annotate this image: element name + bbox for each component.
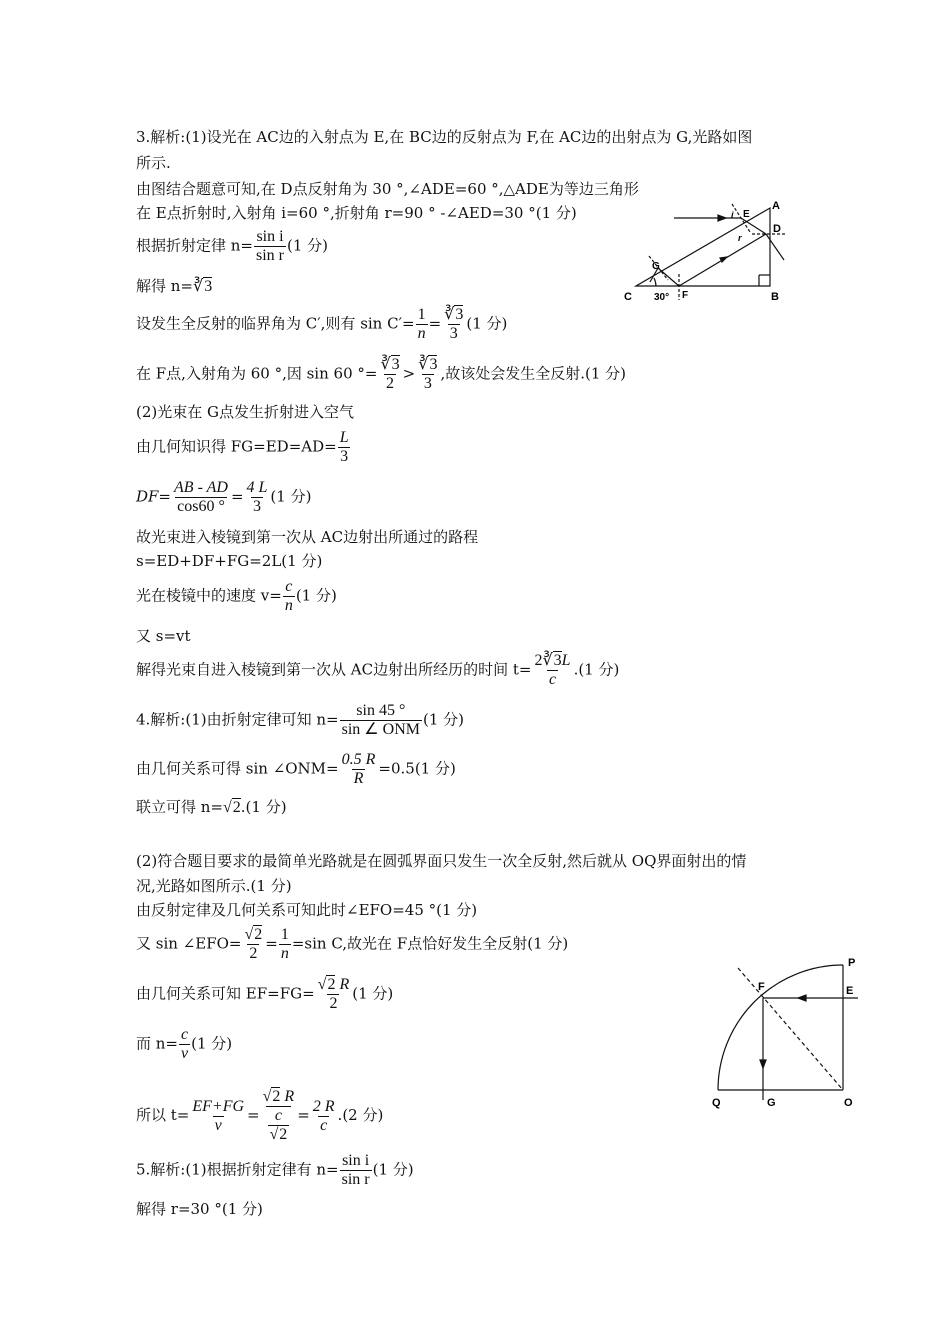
text: = bbox=[428, 314, 442, 333]
radicand: 2 bbox=[254, 926, 263, 943]
text: =sin C,故光在 F点恰好发生全反射(1 分) bbox=[291, 934, 569, 953]
label-F: F bbox=[758, 981, 765, 993]
variable: R bbox=[280, 1088, 295, 1105]
text: 由几何关系可知 EF=FG= bbox=[136, 984, 315, 1003]
denominator bbox=[266, 1106, 292, 1144]
radical: ∛3 bbox=[193, 278, 213, 295]
fraction bbox=[378, 356, 401, 393]
text: (1 分) bbox=[422, 710, 465, 729]
s4-line5: 况,光路如图所示.(1 分) bbox=[136, 877, 292, 895]
numerator: c bbox=[181, 1026, 189, 1043]
s4-line1 bbox=[136, 702, 464, 739]
text: 4.解析:(1)由折射定律可知 n= bbox=[136, 710, 339, 729]
s3-line5 bbox=[136, 228, 328, 265]
radicand: 2 bbox=[232, 799, 241, 816]
text: ,故该处会发生全反射.(1 分) bbox=[440, 364, 626, 383]
fraction bbox=[242, 926, 264, 963]
s5-line1 bbox=[136, 1152, 414, 1189]
s3-line15: 又 s=vt bbox=[136, 627, 191, 645]
label-F: F bbox=[682, 290, 689, 301]
numerator: c bbox=[285, 578, 293, 595]
denominator: c bbox=[548, 671, 557, 688]
s3-line6 bbox=[136, 277, 212, 296]
label-E: E bbox=[743, 209, 750, 220]
denominator: n bbox=[417, 325, 426, 342]
label-G: G bbox=[767, 1097, 776, 1109]
radicand: 3 bbox=[553, 652, 562, 669]
denominator: 3 bbox=[340, 448, 349, 465]
label-Q: Q bbox=[712, 1097, 721, 1109]
variable: R bbox=[335, 976, 350, 993]
text: .(2 分) bbox=[337, 1106, 384, 1124]
numerator: AB - AD bbox=[174, 479, 228, 496]
numerator: √2 R bbox=[262, 1088, 295, 1105]
fraction bbox=[179, 1026, 190, 1063]
numerator: 4 L bbox=[246, 479, 268, 496]
s5-line2: 解得 r=30 °(1 分) bbox=[136, 1200, 263, 1218]
s3-line1: 3.解析:(1)设光在 AC边的入射点为 E,在 BC边的反射点为 F,在 AC边的出射点为 G,光路如图 bbox=[136, 128, 753, 146]
numerator: L bbox=[339, 429, 349, 446]
text: > bbox=[402, 364, 416, 383]
fraction bbox=[172, 479, 230, 516]
label-G: G bbox=[652, 261, 660, 272]
text: 而 n= bbox=[136, 1034, 178, 1053]
s4-line4: (2)符合题目要求的最简单光路就是在圆弧界面只发生一次全反射,然后就从 OQ界面射出的情 bbox=[136, 852, 747, 870]
label-B: B bbox=[771, 291, 779, 303]
fraction bbox=[283, 578, 295, 615]
ray-d-out bbox=[766, 234, 784, 260]
ray-f-to-g bbox=[658, 268, 679, 286]
denominator: sin r bbox=[256, 247, 284, 264]
radicand: 3 bbox=[455, 306, 464, 323]
numerator: sin i bbox=[256, 228, 284, 245]
numerator: ∛3 bbox=[418, 356, 438, 373]
coefficient: 2 bbox=[534, 652, 543, 669]
label-i: i bbox=[731, 210, 734, 220]
numerator: sin i bbox=[342, 1152, 370, 1169]
s3-line9: (2)光束在 G点发生折射进入空气 bbox=[136, 403, 354, 421]
arc-boundary bbox=[718, 965, 843, 1090]
s3-line13: s=ED+DF+FG=2L(1 分) bbox=[136, 552, 323, 570]
text: = bbox=[297, 1106, 310, 1124]
s4-line8 bbox=[136, 976, 393, 1013]
text: (1 分) bbox=[287, 236, 329, 255]
fraction bbox=[442, 306, 465, 343]
fraction bbox=[416, 356, 439, 393]
label-r: r bbox=[738, 233, 742, 243]
variable: L bbox=[561, 652, 571, 669]
denominator: n bbox=[284, 597, 293, 614]
numerator: √2 R bbox=[317, 976, 350, 993]
denominator: 2 bbox=[249, 945, 258, 962]
radicand: 2 bbox=[272, 1088, 281, 1105]
text: = bbox=[230, 487, 244, 506]
denominator: R bbox=[353, 770, 364, 787]
text: (1 分) bbox=[352, 984, 394, 1003]
text: 5.解析:(1)根据折射定律有 n= bbox=[136, 1160, 339, 1179]
text: 设发生全反射的临界角为 C′,则有 sin C′= bbox=[136, 314, 415, 333]
fraction bbox=[190, 1098, 246, 1135]
angle-arc bbox=[654, 278, 656, 286]
s4-line6: 由反射定律及几何关系可知此时∠EFO=45 °(1 分) bbox=[136, 901, 478, 919]
text: (1 分) bbox=[372, 1160, 414, 1179]
numerator: ∛3 bbox=[444, 306, 464, 323]
fraction bbox=[340, 751, 378, 788]
text: (1 分) bbox=[466, 314, 508, 333]
fraction bbox=[316, 976, 352, 1013]
label-D: D bbox=[773, 223, 781, 235]
denominator: v bbox=[181, 1045, 189, 1062]
s3-line14 bbox=[136, 578, 337, 615]
text: 光在棱镜中的速度 v= bbox=[136, 586, 282, 605]
text: = bbox=[247, 1106, 260, 1124]
numerator: EF+FG bbox=[192, 1097, 245, 1115]
numerator: 0.5 R bbox=[341, 751, 376, 768]
s3-line10 bbox=[136, 429, 352, 466]
text: 由几何关系可得 sin ∠ONM= bbox=[136, 759, 339, 778]
text: 又 sin ∠EFO= bbox=[136, 934, 242, 953]
denominator: n bbox=[280, 945, 289, 962]
fraction bbox=[340, 1152, 372, 1189]
fraction bbox=[261, 1088, 297, 1144]
numerator: 1 bbox=[417, 306, 426, 323]
prism-triangle bbox=[636, 208, 770, 286]
label-angle: 30° bbox=[654, 292, 670, 303]
denominator: 3 bbox=[252, 498, 261, 515]
text: 所以 t= bbox=[136, 1106, 190, 1124]
s4-line7 bbox=[136, 926, 568, 963]
s3-line8 bbox=[136, 356, 626, 393]
s3-line12: 故光束进入棱镜到第一次从 AC边射出所通过的路程 bbox=[136, 528, 479, 546]
fraction bbox=[245, 479, 270, 516]
fraction bbox=[338, 429, 351, 466]
s4-line10 bbox=[136, 1088, 383, 1144]
radicand: 3 bbox=[391, 356, 400, 373]
denominator: sin ∠ ONM bbox=[341, 721, 420, 738]
label-E: E bbox=[846, 985, 854, 997]
denominator: 2 bbox=[329, 995, 338, 1012]
s4-line2 bbox=[136, 751, 456, 788]
prism-diagram bbox=[616, 196, 796, 308]
numerator: 1 bbox=[280, 926, 289, 943]
s4-line3 bbox=[136, 798, 287, 817]
text: .(1 分) bbox=[240, 798, 287, 816]
text: (1 分) bbox=[270, 487, 312, 506]
text: 解得 n= bbox=[136, 277, 193, 295]
label-A: A bbox=[772, 200, 780, 212]
radicand: 3 bbox=[429, 356, 438, 373]
text: (1 分) bbox=[295, 586, 337, 605]
denominator: cos60 ° bbox=[177, 498, 225, 515]
denominator: sin r bbox=[341, 1171, 370, 1188]
fraction bbox=[311, 1098, 337, 1135]
s3-line3: 由图结合题意可知,在 D点反射角为 30 °,∠ADE=60 °,△ADE为等边三角形 bbox=[136, 180, 639, 198]
denominator: √2 bbox=[269, 1126, 288, 1143]
text: 根据折射定律 n= bbox=[136, 236, 253, 255]
ray-e-to-d bbox=[741, 218, 766, 234]
s3-line11 bbox=[136, 479, 311, 516]
numerator: ∛3 bbox=[380, 356, 400, 373]
quarter-circle-diagram bbox=[708, 950, 868, 1112]
text: =0.5(1 分) bbox=[378, 759, 456, 778]
numerator: c bbox=[274, 1107, 282, 1124]
text: DF= bbox=[136, 487, 172, 506]
text: 由几何知识得 FG=ED=AD= bbox=[136, 437, 337, 456]
s3-line7 bbox=[136, 306, 507, 343]
denominator: v bbox=[214, 1116, 222, 1134]
numerator: sin 45 ° bbox=[356, 702, 406, 719]
radical: √2 bbox=[223, 799, 241, 816]
fraction bbox=[340, 702, 422, 739]
denominator: 2 bbox=[386, 375, 395, 392]
label-C: C bbox=[624, 291, 632, 303]
normal-line bbox=[738, 968, 843, 1090]
fraction bbox=[279, 926, 291, 963]
s3-line4: 在 E点折射时,入射角 i=60 °,折射角 r=90 ° -∠AED=30 °(1 分) bbox=[136, 204, 577, 222]
text: 解得光束自进入棱镜到第一次从 AC边射出所经历的时间 t= bbox=[136, 660, 532, 679]
fraction bbox=[416, 306, 428, 343]
fraction bbox=[532, 652, 572, 689]
numerator: 2∛3L bbox=[534, 652, 571, 669]
denominator: c bbox=[320, 1116, 328, 1134]
label-O: O bbox=[844, 1097, 853, 1109]
radicand: 2 bbox=[327, 976, 336, 993]
numerator: 2 R bbox=[312, 1097, 335, 1115]
text: .(1 分) bbox=[573, 660, 620, 679]
text: = bbox=[265, 934, 278, 953]
label-P: P bbox=[848, 957, 856, 969]
text: 联立可得 n= bbox=[136, 798, 223, 816]
radicand: 3 bbox=[204, 278, 213, 295]
radicand: 2 bbox=[279, 1126, 288, 1143]
text: 在 F点,入射角为 60 °,因 sin 60 °= bbox=[136, 364, 378, 383]
denominator: 3 bbox=[449, 325, 458, 342]
s3-line16 bbox=[136, 652, 619, 689]
fraction bbox=[254, 228, 286, 265]
s3-line2: 所示. bbox=[136, 154, 171, 172]
numerator: √2 bbox=[244, 926, 263, 943]
text: (1 分) bbox=[191, 1034, 233, 1053]
denominator: 3 bbox=[423, 375, 432, 392]
s4-line9 bbox=[136, 1026, 232, 1063]
